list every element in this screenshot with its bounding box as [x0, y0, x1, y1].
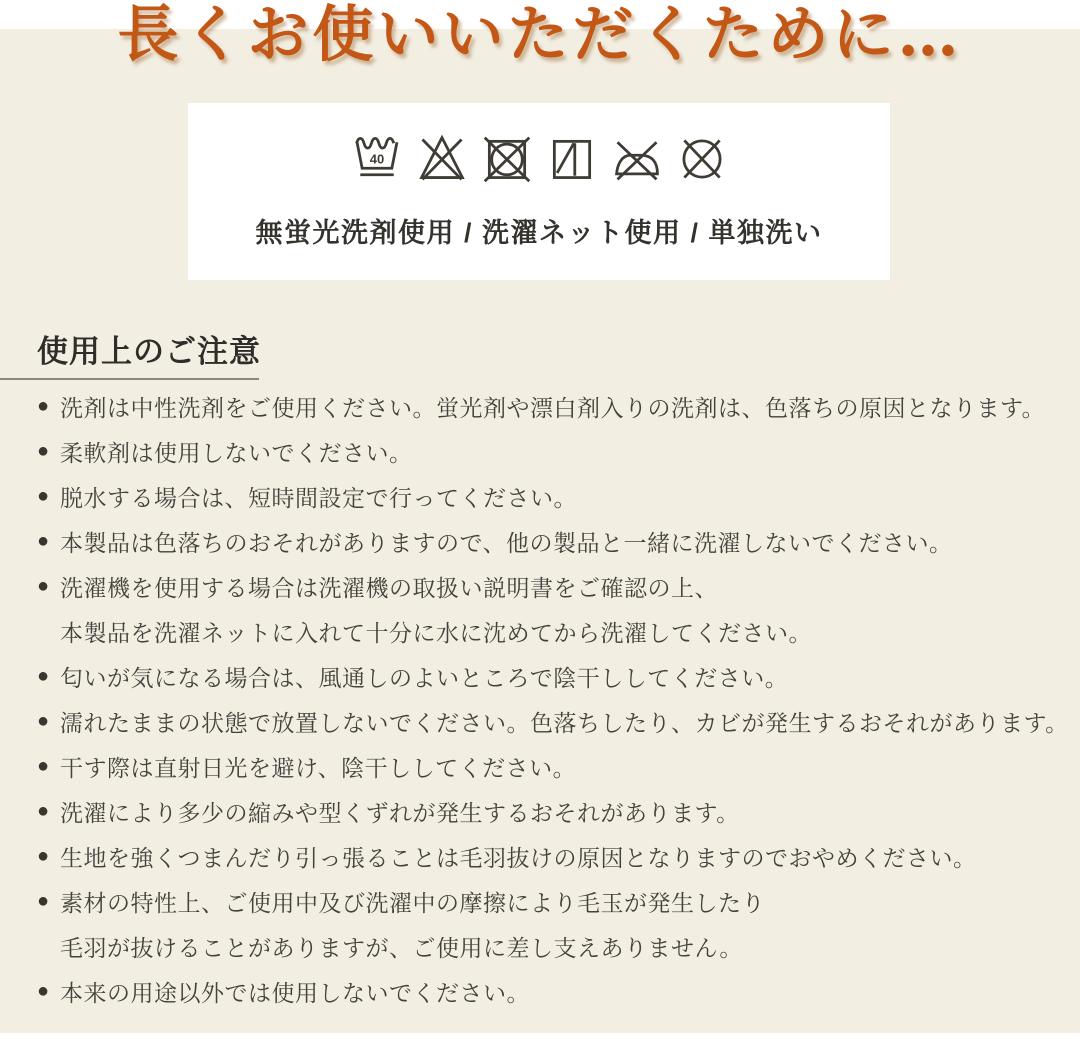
list-item-text: 洗剤は中性洗剤をご使用ください。蛍光剤や漂白剤入りの洗剤は、色落ちの原因となります。 — [60, 395, 1046, 421]
list-item-text: 干す際は直射日光を避け、陰干ししてください。 — [60, 755, 577, 781]
list-item-text: 本製品を洗濯ネットに入れて十分に水に沈めてから洗濯してください。 — [60, 620, 812, 646]
list-item — [37, 969, 1067, 1014]
list-item-text: 洗濯機を使用する場合は洗濯機の取扱い説明書をご確認の上、 — [60, 575, 718, 601]
bullet-icon: ● — [37, 800, 50, 822]
machine-wash-40-gentle-icon — [351, 130, 403, 188]
list-item-text: 匂いが気になる場合は、風通しのよいところで陰干ししてください。 — [60, 665, 789, 691]
bullet-icon: ● — [37, 980, 50, 1002]
list-item — [37, 879, 1067, 924]
laundry-symbols-row — [188, 130, 890, 188]
bullet-icon: ● — [37, 530, 50, 552]
bullet-icon: ● — [37, 575, 50, 597]
list-item-text: 素材の特性上、ご使用中及び洗濯中の摩擦により毛玉が発生したり — [60, 890, 765, 916]
bullet-icon: ● — [37, 665, 50, 687]
care-instructions-box — [188, 103, 890, 280]
no-bleach-icon — [416, 130, 468, 188]
precautions-list — [37, 384, 1067, 1014]
list-item-text: 濡れたままの状態で放置しないでください。色落ちしたり、カビが発生するおそれがあります。 — [60, 710, 1069, 736]
wash-temp-label: 40 — [369, 151, 384, 167]
list-item-text: 柔軟剤は使用しないでください。 — [60, 440, 413, 466]
line-dry-in-shade-icon — [546, 130, 598, 188]
no-iron-icon — [611, 130, 663, 188]
list-item — [37, 699, 1067, 744]
page-title: 長くお使いいただくために… — [117, 0, 963, 70]
bullet-icon: ● — [37, 845, 50, 867]
precautions-heading: 使用上のご注意 — [37, 334, 261, 369]
list-item — [37, 474, 1067, 519]
bullet-icon: ● — [37, 890, 50, 912]
list-item-text: 毛羽が抜けることがありますが、ご使用に差し支えありません。 — [60, 935, 743, 961]
care-caption: 無蛍光洗剤使用 / 洗濯ネット使用 / 単独洗い — [255, 218, 823, 248]
list-item-text: 洗濯により多少の縮みや型くずれが発生するおそれがあります。 — [60, 800, 740, 826]
bullet-icon: ● — [37, 710, 50, 732]
list-item-text: 脱水する場合は、短時間設定で行ってください。 — [60, 485, 577, 511]
list-item — [37, 609, 1067, 654]
precautions-heading-underline — [0, 326, 259, 380]
list-item — [37, 834, 1067, 879]
list-item — [37, 429, 1067, 474]
list-item-text: 生地を強くつまんだり引っ張ることは毛羽抜けの原因となりますのでおやめください。 — [60, 845, 977, 871]
no-tumble-dry-icon — [481, 130, 533, 188]
bullet-icon: ● — [37, 485, 50, 507]
list-item-text: 本来の用途以外では使用しないでください。 — [60, 980, 530, 1006]
list-item — [37, 384, 1067, 429]
bullet-icon: ● — [37, 755, 50, 777]
no-dry-clean-icon — [676, 130, 728, 188]
list-item — [37, 924, 1067, 969]
list-item — [37, 519, 1067, 564]
list-item — [37, 654, 1067, 699]
bullet-icon: ● — [37, 440, 50, 462]
list-item — [37, 744, 1067, 789]
list-item-text: 本製品は色落ちのおそれがありますので、他の製品と一緒に洗濯しないでください。 — [60, 530, 953, 556]
list-item — [37, 564, 1067, 609]
bullet-icon: ● — [37, 395, 50, 417]
list-item — [37, 789, 1067, 834]
